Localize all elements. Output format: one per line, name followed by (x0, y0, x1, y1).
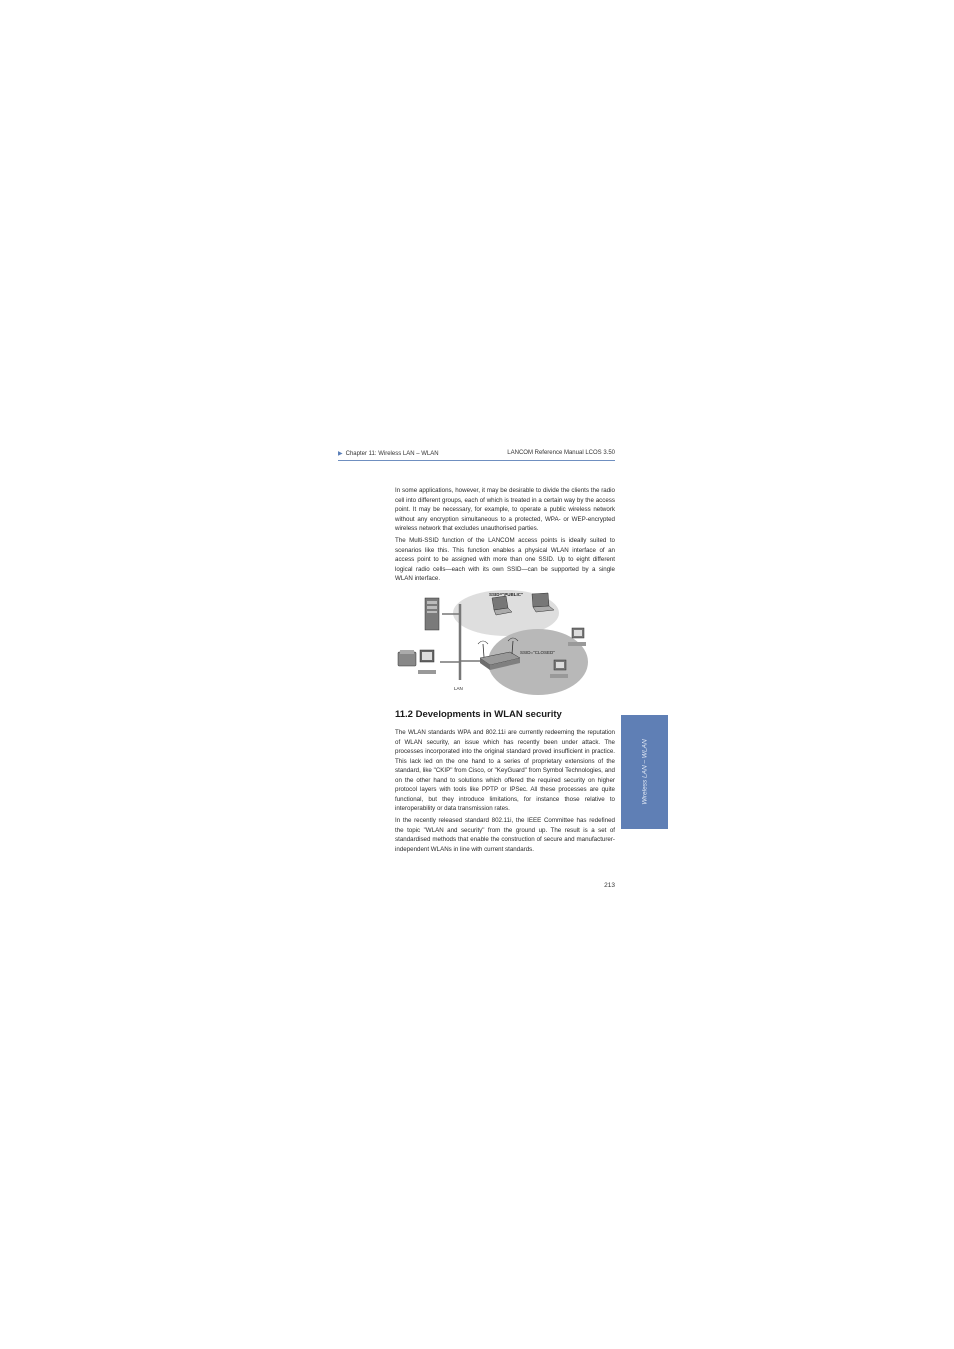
ssid-closed-label: SSID="CLOSED" (520, 650, 555, 655)
side-tab-label: Wireless LAN – WLAN (641, 739, 648, 805)
lan-label: LAN (454, 686, 463, 691)
paragraph-80211i: In the recently released standard 802.11i, the IEEE Committee has redefined the topic "WLAN and security" from the ground up. The result is a set of standardised methods that enable the construction of secure and manufacturer-independent WLANs in line with current standards. (395, 817, 615, 853)
paragraph-multi-ssid: The Multi-SSID function of the LANCOM access points is ideally suited to scenarios like this. This function enables a physical WLAN interface of an access point to be assigned with more than one SSID. Up to eight different logical radio cells—each with its own SSID—can be supported by a single WLAN interface. (395, 537, 615, 582)
page-number: 213 (604, 882, 615, 889)
running-header (338, 448, 615, 461)
multi-ssid-diagram (392, 588, 592, 700)
section-heading: 11.2 Developments in WLAN security (395, 709, 562, 720)
paragraph-intro: In some applications, however, it may be desirable to divide the clients the radio cell into different groups, each of which is treated in a certain way by the access point. It may be necessary, for example, to operate a public wireless network without any encryption simultaneous to a protected, WPA- or WEP-encrypted wireless network that excludes unauthorised parties. (395, 487, 615, 532)
workstation-printer-icon (398, 650, 436, 674)
header-chapter-text: Chapter 11: Wireless LAN – WLAN (345, 451, 439, 457)
ssid-public-label: SSID="PUBLIC" (489, 592, 524, 597)
header-manual-title: LANCOM Reference Manual LCOS 3.50 (507, 450, 615, 456)
server-tower-icon (425, 598, 439, 630)
paragraph-wlan-security: The WLAN standards WPA and 802.11i are currently redeeming the reputation of WLAN security, an issue which has recently been under attack. The processes incorporated into the original standard proved insufficient in practice. This lack led on the one hand to a series of proprietary extensions of the standard, like "CKIP" from Cisco, or "KeyGuard" from Symbol Technologies, and on the other hand to solutions which offered the required security on higher protocol layers with tools like PPTP or IPSec. All these processes are quite functional, but they introduce limitations, for instance those relative to interoperability or data transmission rates. (395, 729, 615, 812)
pc-icon-closed-1 (568, 628, 586, 646)
header-chapter (338, 450, 439, 457)
triangle-icon: ▶ (338, 451, 343, 457)
chapter-side-tab (621, 715, 668, 829)
